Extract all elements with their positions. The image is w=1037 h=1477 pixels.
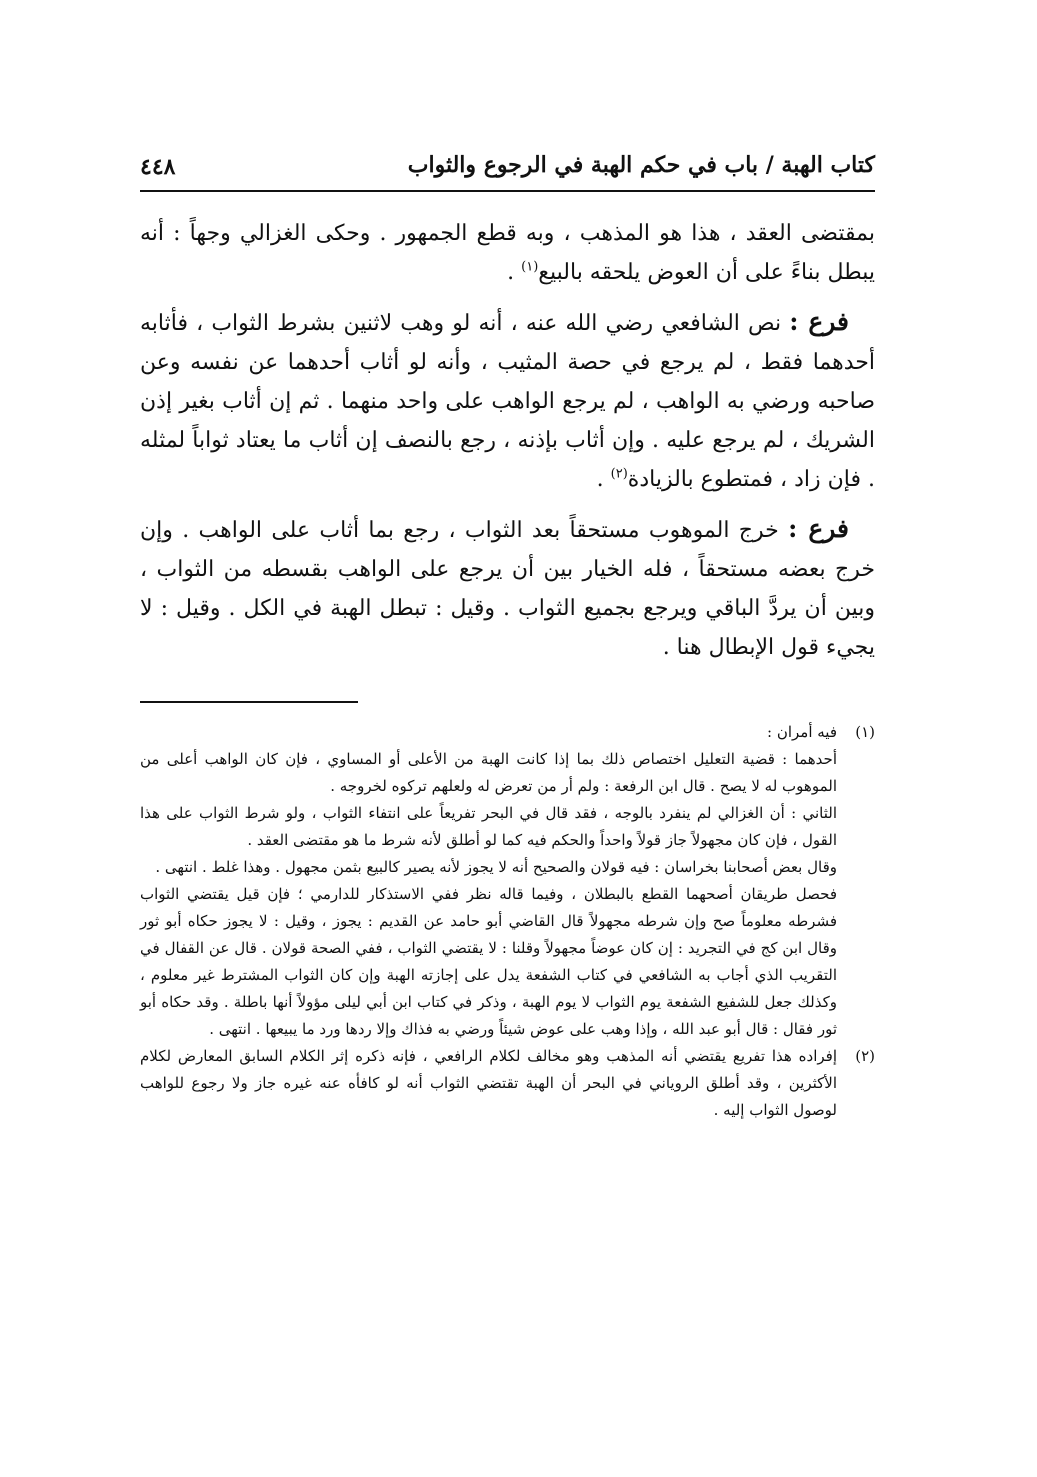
- book-page: [140, 150, 875, 1124]
- footnote-1-line: الثاني : أن الغزالي لم ينفرد بالوجه ، فقد قال في البحر تفريعاً على انتفاء الثواب ، ولو شرط الثواب على هذا القول ، فإن كان مجهولاً جاز قولاً واحداً والحكم فيه كما لو أطلق لأنه شرط ما هو مقتضى العقد .: [140, 804, 837, 849]
- footnote-1-number: (١): [855, 723, 875, 741]
- footnote-1-line: فيه أمران :: [767, 723, 837, 741]
- footnote-1-line: فحصل طريقان أصحهما القطع بالبطلان ، وفيما قاله نظر ففي الاستذكار للدارمي ؛ فإن قيل يقتضي الثواب فشرطه معلوماً صح وإن شرطه مجهولاً قال القاضي أبو حامد عن القديم : يجوز ، وقيل : لا يجوز حكاه أبو ثور وقال ابن كج في التجريد : إن كان عوضاً مجهولاً وقلنا : لا يقتضي الثواب ، ففي الصحة قولان . قال عن القفال في التقريب الذي أجاب به الشافعي في كتاب الشفعة يدل على إجازته الهبة وإن كان الثواب المشترط غير معلوم ، وكذلك جعل للشفيع الشفعة يوم الثواب لا يوم الهبة ، وذكر في كتاب ابن أبي ليلى مؤولاً أنها باطلة . وقد حكاه أبو ثور فقال : قال أبو عبد الله ، وإذا وهب على عوض شيئاً ورضي به فذاك وإلا ردها ورد ما يبيعها . انتهى .: [140, 885, 837, 1038]
- paragraph-1: [140, 214, 875, 292]
- footnote-1: [140, 719, 875, 1043]
- footnote-2-number: (٢): [855, 1047, 875, 1065]
- footnote-2: [140, 1043, 875, 1124]
- footnote-ref-1[interactable]: (١): [521, 259, 539, 275]
- paragraph-3: [140, 509, 875, 667]
- page-number: ٤٤٨: [140, 154, 176, 180]
- paragraph-1-end: .: [507, 260, 522, 285]
- footnote-ref-2[interactable]: (٢): [610, 466, 628, 482]
- far-heading: فرع :: [788, 514, 850, 543]
- paragraph-3-text: خرج الموهوب مستحقاً بعد الثواب ، رجع بما أثاب على الواهب . وإن خرج بعضه مستحقاً ، فله الخيار بين أن يرجع على الواهب بقسطه من الثواب ، وبين أن يردَّ الباقي ويرجع بجميع الثواب . وقيل : تبطل الهبة في الكل . وقيل : لا يجيء قول الإبطال هنا .: [140, 518, 875, 660]
- paragraph-1-text: بمقتضى العقد ، هذا هو المذهب ، وبه قطع الجمهور . وحكى الغزالي وجهاً : أنه يبطل بناءً على أن العوض يلحقه بالبيع: [140, 221, 875, 285]
- footnotes: [140, 719, 875, 1124]
- paragraph-2-end: .: [596, 467, 611, 492]
- footnote-2-line: إفراده هذا تفريع يقتضي أنه المذهب وهو مخالف لكلام الرافعي ، فإنه ذكره إثر الكلام السابق المعارض لكلام الأكثرين ، وقد أطلق الروياني في البحر أن الهبة تقتضي الثواب أنه لو كافأه عنه غيره جاز ولا رجوع للواهب لوصول الثواب إليه .: [140, 1047, 837, 1119]
- header-title: كتاب الهبة / باب في حكم الهبة في الرجوع والثواب: [407, 152, 875, 178]
- paragraph-2-text: نص الشافعي رضي الله عنه ، أنه لو وهب لاثنين بشرط الثواب ، فأثابه أحدهما فقط ، لم يرجع في حصة المثيب ، وأنه لو أثاب أحدهما عن نفسه وعن صاحبه ورضي به الواهب ، لم يرجع الواهب على واحد منهما . ثم إن أثاب بغير إذن الشريك ، لم يرجع عليه . وإن أثاب بإذنه ، رجع بالنصف إن أثاب ما يعتاد ثواباً لمثله . فإن زاد ، فمتطوع بالزيادة: [140, 311, 875, 492]
- far-heading: فرع :: [789, 307, 849, 336]
- running-header: [140, 150, 875, 192]
- main-text: [140, 214, 875, 667]
- footnote-separator: [140, 701, 358, 703]
- footnote-1-line: أحدهما : قضية التعليل اختصاص ذلك بما إذا كانت الهبة من الأعلى أو المساوي ، فإن كان الواهب أعلى من الموهوب له لا يصح . قال ابن الرفعة : ولم أر من تعرض له ولعلهم تركوه لخروجه .: [140, 750, 837, 795]
- footnote-1-line: وقال بعض أصحابنا بخراسان : فيه قولان والصحيح أنه لا يجوز لأنه يصير كالبيع بثمن مجهول . وهذا غلط . انتهى .: [155, 858, 837, 876]
- paragraph-2: [140, 302, 875, 499]
